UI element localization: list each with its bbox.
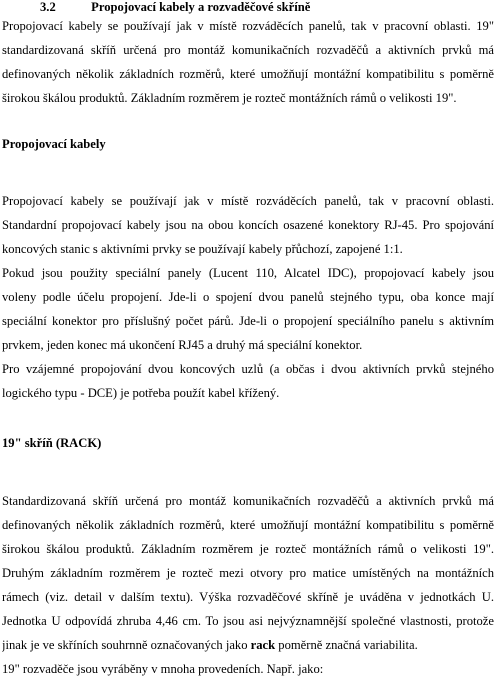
rack-heading: 19" skříň (RACK) bbox=[2, 436, 102, 450]
text-line: definovaných několik základních rozměrů, které umožňují montážní kompatibilitu s poměrně bbox=[2, 518, 494, 532]
text-line: širokou škálou produktů. Základním rozměrem je rozteč montážních rámů o velikosti 19". bbox=[2, 542, 494, 556]
text-line: standardizovaná skříň určená pro montáž komunikačních rozvaděčů a aktivních prvků má bbox=[2, 43, 494, 57]
cables-paragraph-2 bbox=[2, 261, 494, 357]
rack-paragraph-2 bbox=[2, 657, 494, 681]
text-line: Standardizovaná skříň určená pro montáž komunikačních rozvaděčů a aktivních prvků má bbox=[2, 494, 494, 508]
text-line: Propojovací kabely se používají jak v místě rozváděcích panelů, tak v pracovní oblasti. 19" bbox=[2, 19, 494, 33]
text-line: Standardní propojovací kabely jsou na obou koncích osazené konektory RJ-45. Pro spojování bbox=[2, 218, 494, 232]
text-line: koncových stanic s aktivními prvky se používají kabely přůchozí, zapojené 1:1. bbox=[2, 242, 403, 256]
cables-heading: Propojovací kabely bbox=[2, 137, 106, 151]
text-line: Pokud jsou použity speciální panely (Lucent 110, Alcatel IDC), propojovací kabely jsou bbox=[2, 266, 494, 280]
text-line: Propojovací kabely se používají jak v místě rozváděcích panelů, tak v pracovní oblasti. bbox=[2, 194, 494, 208]
section-number: 3.2 bbox=[40, 0, 56, 14]
text-line: 19" rozvaděče jsou vyráběny v mnoha provedeních. Např. jako: bbox=[2, 662, 324, 676]
text-line: logického typu - DCE) je potřeba použít kabel křížený. bbox=[2, 386, 280, 400]
section-title: Propojovací kabely a rozvaděčové skříně bbox=[91, 0, 311, 14]
text-fragment: poměrně značná variabilita. bbox=[275, 638, 418, 652]
cables-paragraph-1 bbox=[2, 189, 494, 261]
text-fragment: jinak je ve skříních souhrnně označovaných jako bbox=[2, 638, 251, 652]
rack-paragraph-1 bbox=[2, 489, 494, 657]
text-line: širokou škálou produktů. Základním rozměrem je rozteč montážních rámů o velikosti 19". bbox=[2, 91, 457, 105]
text-line: rámech (viz. detail v dalším textu). Výška rozvaděčové skříně je uváděna v jednotkách U. bbox=[2, 590, 494, 604]
section-heading bbox=[40, 0, 310, 15]
intro-paragraph bbox=[2, 14, 494, 110]
text-line: Pro vzájemné propojování dvou koncových uzlů (a občas i dvou aktivních prvků stejného bbox=[2, 362, 494, 376]
text-line: Jednotka U odpovídá zhruba 4,46 cm. To jsou asi nejvýznamnější společné vlastnosti, protože bbox=[2, 614, 494, 628]
cables-paragraph-3 bbox=[2, 357, 494, 405]
bold-term: rack bbox=[250, 638, 276, 652]
text-line: prvkem, jeden konec má ukončení RJ45 a druhý má speciální konektor. bbox=[2, 338, 363, 352]
text-line: Druhým základním rozměrem je rozteč mezi otvory pro matice umístěných na montážních bbox=[2, 566, 494, 580]
text-line: voleny podle účelu propojení. Jde-li o spojení dvou panelů stejného typu, oba konce mají bbox=[2, 290, 494, 304]
text-line bbox=[2, 633, 494, 657]
text-line: speciální konektor pro příslušný počet párů. Jde-li o propojení speciálního panelu s aktivním bbox=[2, 314, 494, 328]
text-line: definovaných několik základních rozměrů, které umožňují montážní kompatibilitu s poměrně bbox=[2, 67, 494, 81]
